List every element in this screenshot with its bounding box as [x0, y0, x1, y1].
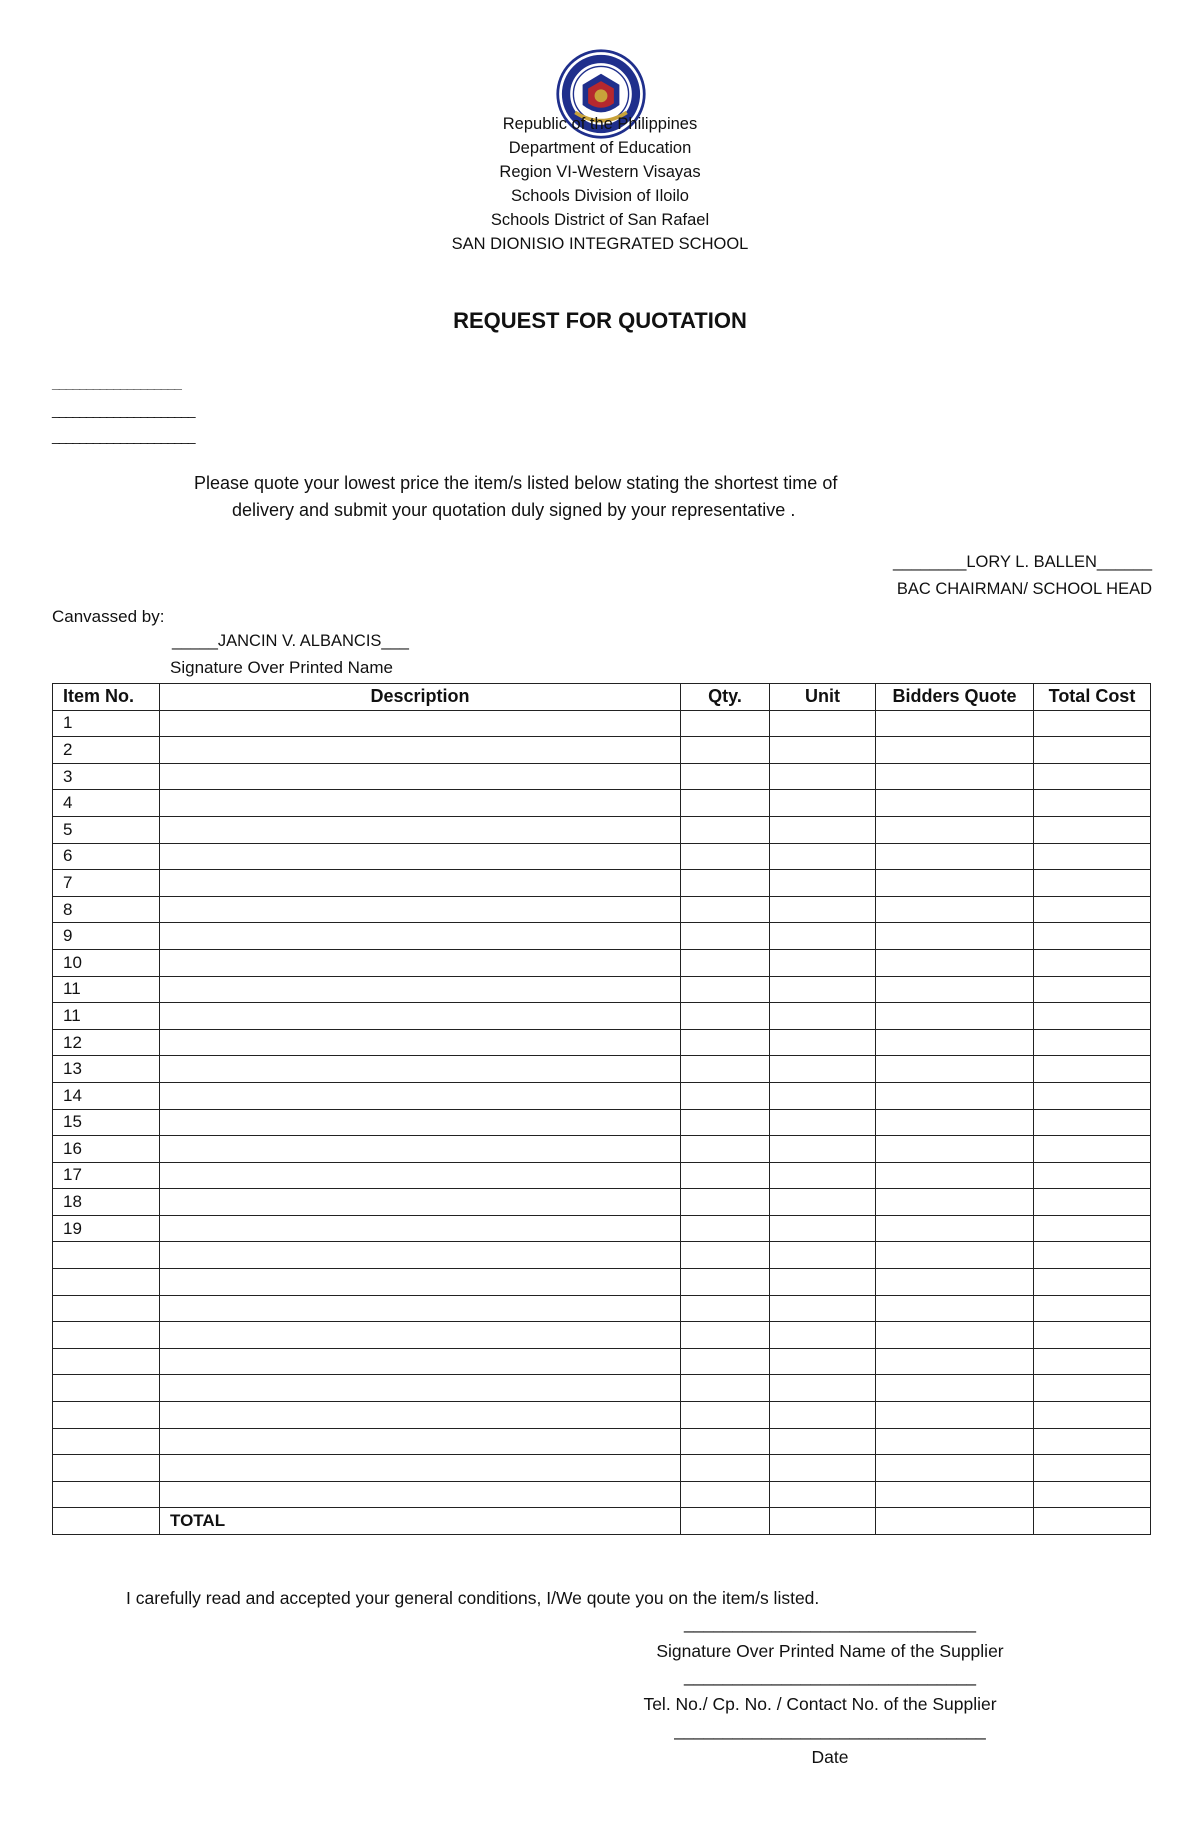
qty-cell — [681, 1455, 770, 1482]
table-row — [53, 1402, 1151, 1429]
total-cost-cell — [1034, 1269, 1151, 1296]
total-cost-cell — [1034, 1109, 1151, 1136]
supplier-signature-line: ______________________________ — [684, 1613, 976, 1633]
description-cell — [160, 896, 681, 923]
qty-cell — [681, 1082, 770, 1109]
bidders-quote-cell — [876, 1348, 1034, 1375]
item-no-cell: 18 — [53, 1189, 160, 1216]
bidders-quote-cell — [876, 816, 1034, 843]
address-line-1: ___________________ — [52, 375, 181, 391]
item-no-cell: 15 — [53, 1109, 160, 1136]
item-no-cell — [53, 1428, 160, 1455]
table-row — [53, 763, 1151, 790]
unit-cell — [770, 1242, 876, 1269]
item-no-cell: 16 — [53, 1136, 160, 1163]
bidders-quote-cell — [876, 737, 1034, 764]
qty-cell — [681, 1481, 770, 1508]
total-cost-cell — [1034, 1082, 1151, 1109]
unit-cell — [770, 1136, 876, 1163]
qty-cell — [681, 843, 770, 870]
item-no-cell — [53, 1402, 160, 1429]
bidders-quote-cell — [876, 1455, 1034, 1482]
description-cell — [160, 1428, 681, 1455]
table-row — [53, 923, 1151, 950]
total-cost-cell — [1034, 1455, 1151, 1482]
total-quote-cell — [876, 1508, 1034, 1535]
agency-header — [0, 112, 1200, 256]
qty-cell — [681, 710, 770, 737]
bac-chairman-title: BAC CHAIRMAN/ SCHOOL HEAD — [896, 580, 1152, 598]
description-cell — [160, 1455, 681, 1482]
date-caption: Date — [811, 1747, 849, 1767]
bidders-quote-cell — [876, 1295, 1034, 1322]
bidders-quote-cell — [876, 949, 1034, 976]
bidders-quote-cell — [876, 870, 1034, 897]
item-no-cell — [53, 1242, 160, 1269]
item-no-cell: 11 — [53, 976, 160, 1003]
unit-cell — [770, 1109, 876, 1136]
description-cell — [160, 1481, 681, 1508]
item-no-cell — [53, 1295, 160, 1322]
bidders-quote-cell — [876, 790, 1034, 817]
bidders-quote-cell — [876, 1242, 1034, 1269]
qty-cell — [681, 1348, 770, 1375]
table-row — [53, 1481, 1151, 1508]
unit-cell — [770, 1481, 876, 1508]
item-no-cell — [53, 1455, 160, 1482]
item-no-cell: 1 — [53, 710, 160, 737]
table-row — [53, 1136, 1151, 1163]
total-cost-cell — [1034, 1295, 1151, 1322]
description-cell — [160, 843, 681, 870]
bidders-quote-cell — [876, 896, 1034, 923]
total-cost-cell — [1034, 1162, 1151, 1189]
qty-cell — [681, 790, 770, 817]
description-cell — [160, 737, 681, 764]
total-cost-cell — [1034, 1056, 1151, 1083]
table-row — [53, 870, 1151, 897]
bidders-quote-cell — [876, 1322, 1034, 1349]
header-department: Department of Education — [508, 139, 692, 157]
total-cost-cell — [1034, 816, 1151, 843]
quotation-table — [52, 683, 1151, 1535]
description-cell — [160, 1348, 681, 1375]
bidders-quote-cell — [876, 1029, 1034, 1056]
table-row — [53, 1348, 1151, 1375]
unit-cell — [770, 976, 876, 1003]
total-cost-cell — [1034, 1402, 1151, 1429]
total-cost-cell — [1034, 1375, 1151, 1402]
unit-cell — [770, 923, 876, 950]
total-cost-cell — [1034, 949, 1151, 976]
qty-cell — [681, 763, 770, 790]
table-row — [53, 737, 1151, 764]
bidders-quote-cell — [876, 976, 1034, 1003]
qty-cell — [681, 923, 770, 950]
qty-cell — [681, 737, 770, 764]
table-row — [53, 1003, 1151, 1030]
qty-cell — [681, 1402, 770, 1429]
bidders-quote-cell — [876, 843, 1034, 870]
qty-cell — [681, 1295, 770, 1322]
bidders-quote-cell — [876, 1003, 1034, 1030]
header-qty: Qty. — [681, 684, 770, 711]
qty-cell — [681, 1136, 770, 1163]
description-cell — [160, 1162, 681, 1189]
item-no-cell: 10 — [53, 949, 160, 976]
unit-cell — [770, 843, 876, 870]
bidders-quote-cell — [876, 1082, 1034, 1109]
unit-cell — [770, 1428, 876, 1455]
total-cost-cell — [1034, 1428, 1151, 1455]
header-unit: Unit — [770, 684, 876, 711]
description-cell — [160, 1136, 681, 1163]
bidders-quote-cell — [876, 1215, 1034, 1242]
bidders-quote-cell — [876, 1375, 1034, 1402]
description-cell — [160, 949, 681, 976]
address-line-2: _____________________ — [52, 402, 195, 418]
description-cell — [160, 763, 681, 790]
total-cost-cell — [1034, 1003, 1151, 1030]
item-no-cell: 7 — [53, 870, 160, 897]
description-cell — [160, 1295, 681, 1322]
description-cell — [160, 1402, 681, 1429]
qty-cell — [681, 1189, 770, 1216]
item-no-cell — [53, 1348, 160, 1375]
table-row — [53, 1428, 1151, 1455]
unit-cell — [770, 1162, 876, 1189]
table-header-row — [53, 684, 1151, 711]
total-label: TOTAL — [160, 1508, 681, 1535]
address-line-3: _____________________ — [52, 428, 195, 444]
table-row — [53, 1162, 1151, 1189]
description-cell — [160, 1189, 681, 1216]
total-cost-cell — [1034, 976, 1151, 1003]
canvasser-caption: Signature Over Printed Name — [170, 658, 393, 677]
qty-cell — [681, 1215, 770, 1242]
header-item-no: Item No. — [53, 684, 160, 711]
total-cost-cell — [1034, 1242, 1151, 1269]
total-unit-cell — [770, 1508, 876, 1535]
table-row — [53, 1109, 1151, 1136]
item-no-cell — [53, 1481, 160, 1508]
table-row — [53, 1082, 1151, 1109]
qty-cell — [681, 1056, 770, 1083]
unit-cell — [770, 949, 876, 976]
item-no-cell: 13 — [53, 1056, 160, 1083]
date-line: ________________________________ — [674, 1720, 986, 1740]
qty-cell — [681, 1162, 770, 1189]
qty-cell — [681, 1428, 770, 1455]
qty-cell — [681, 1003, 770, 1030]
item-no-cell: 3 — [53, 763, 160, 790]
table-row — [53, 976, 1151, 1003]
item-no-cell: 17 — [53, 1162, 160, 1189]
qty-cell — [681, 1269, 770, 1296]
unit-cell — [770, 763, 876, 790]
bac-chairman-name: ________LORY L. BALLEN______ — [892, 553, 1152, 571]
qty-cell — [681, 816, 770, 843]
unit-cell — [770, 1189, 876, 1216]
qty-cell — [681, 896, 770, 923]
table-row — [53, 1322, 1151, 1349]
description-cell — [160, 1029, 681, 1056]
qty-cell — [681, 976, 770, 1003]
bidders-quote-cell — [876, 763, 1034, 790]
table-row — [53, 1029, 1151, 1056]
item-no-cell: 6 — [53, 843, 160, 870]
description-cell — [160, 1375, 681, 1402]
total-cost-cell — [1034, 710, 1151, 737]
bidders-quote-cell — [876, 1269, 1034, 1296]
item-no-cell: 5 — [53, 816, 160, 843]
table-row — [53, 710, 1151, 737]
total-cost-cell — [1034, 1481, 1151, 1508]
unit-cell — [770, 1322, 876, 1349]
total-cost-cell — [1034, 1348, 1151, 1375]
total-cost-cell — [1034, 737, 1151, 764]
canvassed-by-label: Canvassed by: — [52, 607, 165, 626]
bidders-quote-cell — [876, 1189, 1034, 1216]
qty-cell — [681, 949, 770, 976]
total-cost-cell — [1034, 1136, 1151, 1163]
unit-cell — [770, 1295, 876, 1322]
canvasser-name: _____JANCIN V. ALBANCIS___ — [172, 632, 409, 650]
header-region: Region VI-Western Visayas — [499, 163, 701, 181]
unit-cell — [770, 1375, 876, 1402]
description-cell — [160, 790, 681, 817]
header-republic: Republic of the Philippines — [502, 115, 698, 133]
total-cost-cell — [1034, 1189, 1151, 1216]
table-row — [53, 896, 1151, 923]
unit-cell — [770, 1215, 876, 1242]
total-row — [53, 1508, 1151, 1535]
unit-cell — [770, 870, 876, 897]
header-bidders-quote: Bidders Quote — [876, 684, 1034, 711]
unit-cell — [770, 816, 876, 843]
table-row — [53, 1269, 1151, 1296]
qty-cell — [681, 870, 770, 897]
item-no-cell: 11 — [53, 1003, 160, 1030]
unit-cell — [770, 1003, 876, 1030]
document-title: REQUEST FOR QUOTATION — [453, 308, 747, 333]
item-no-cell: 8 — [53, 896, 160, 923]
item-no-cell: 4 — [53, 790, 160, 817]
table-row — [53, 1242, 1151, 1269]
item-no-cell: 2 — [53, 737, 160, 764]
header-description: Description — [160, 684, 681, 711]
table-row — [53, 949, 1151, 976]
bidders-quote-cell — [876, 1109, 1034, 1136]
instructions-line-2: delivery and submit your quotation duly signed by your representative . — [232, 500, 796, 520]
description-cell — [160, 1056, 681, 1083]
total-cost-cell — [1034, 790, 1151, 817]
qty-cell — [681, 1029, 770, 1056]
total-item-cell — [53, 1508, 160, 1535]
total-cost-cell — [1034, 1508, 1151, 1535]
unit-cell — [770, 710, 876, 737]
description-cell — [160, 1109, 681, 1136]
total-cost-cell — [1034, 1322, 1151, 1349]
total-cost-cell — [1034, 923, 1151, 950]
item-no-cell: 19 — [53, 1215, 160, 1242]
instructions-line-1: Please quote your lowest price the item/s listed below stating the shortest time of — [194, 473, 838, 493]
description-cell — [160, 870, 681, 897]
description-cell — [160, 1215, 681, 1242]
description-cell — [160, 1003, 681, 1030]
table-row — [53, 1056, 1151, 1083]
table-row — [53, 843, 1151, 870]
item-no-cell: 12 — [53, 1029, 160, 1056]
total-cost-cell — [1034, 896, 1151, 923]
unit-cell — [770, 1455, 876, 1482]
qty-cell — [681, 1242, 770, 1269]
description-cell — [160, 710, 681, 737]
unit-cell — [770, 1269, 876, 1296]
description-cell — [160, 1082, 681, 1109]
unit-cell — [770, 1402, 876, 1429]
bidders-quote-cell — [876, 710, 1034, 737]
bidders-quote-cell — [876, 1162, 1034, 1189]
acceptance-statement: I carefully read and accepted your general conditions, I/We qoute you on the item/s listed. — [126, 1588, 820, 1608]
qty-cell — [681, 1375, 770, 1402]
bidders-quote-cell — [876, 1056, 1034, 1083]
description-cell — [160, 923, 681, 950]
unit-cell — [770, 790, 876, 817]
qty-cell — [681, 1109, 770, 1136]
item-no-cell: 9 — [53, 923, 160, 950]
table-row — [53, 816, 1151, 843]
bidders-quote-cell — [876, 1481, 1034, 1508]
unit-cell — [770, 1348, 876, 1375]
supplier-signature-caption: Signature Over Printed Name of the Supplier — [656, 1641, 1004, 1661]
description-cell — [160, 1322, 681, 1349]
description-cell — [160, 976, 681, 1003]
table-body — [53, 710, 1151, 1508]
item-no-cell — [53, 1375, 160, 1402]
unit-cell — [770, 1029, 876, 1056]
table-row — [53, 1215, 1151, 1242]
header-district: Schools District of San Rafael — [490, 211, 710, 229]
item-no-cell: 14 — [53, 1082, 160, 1109]
table-row — [53, 1455, 1151, 1482]
table-row — [53, 1295, 1151, 1322]
description-cell — [160, 1269, 681, 1296]
total-cost-cell — [1034, 1215, 1151, 1242]
total-cost-cell — [1034, 763, 1151, 790]
header-school: SAN DIONISIO INTEGRATED SCHOOL — [451, 235, 749, 253]
bidders-quote-cell — [876, 1136, 1034, 1163]
supplier-tel-caption: Tel. No./ Cp. No. / Contact No. of the Supplier — [643, 1694, 997, 1714]
qty-cell — [681, 1322, 770, 1349]
total-cost-cell — [1034, 870, 1151, 897]
table-row — [53, 1189, 1151, 1216]
bidders-quote-cell — [876, 1402, 1034, 1429]
description-cell — [160, 1242, 681, 1269]
unit-cell — [770, 1082, 876, 1109]
total-cost-cell — [1034, 1029, 1151, 1056]
table-row — [53, 1375, 1151, 1402]
header-division: Schools Division of Iloilo — [511, 187, 689, 205]
bidders-quote-cell — [876, 923, 1034, 950]
bidders-quote-cell — [876, 1428, 1034, 1455]
unit-cell — [770, 737, 876, 764]
table-row — [53, 790, 1151, 817]
header-total-cost: Total Cost — [1034, 684, 1151, 711]
description-cell — [160, 816, 681, 843]
supplier-tel-line: ______________________________ — [684, 1666, 976, 1686]
total-cost-cell — [1034, 843, 1151, 870]
unit-cell — [770, 896, 876, 923]
item-no-cell — [53, 1269, 160, 1296]
unit-cell — [770, 1056, 876, 1083]
total-qty-cell — [681, 1508, 770, 1535]
item-no-cell — [53, 1322, 160, 1349]
